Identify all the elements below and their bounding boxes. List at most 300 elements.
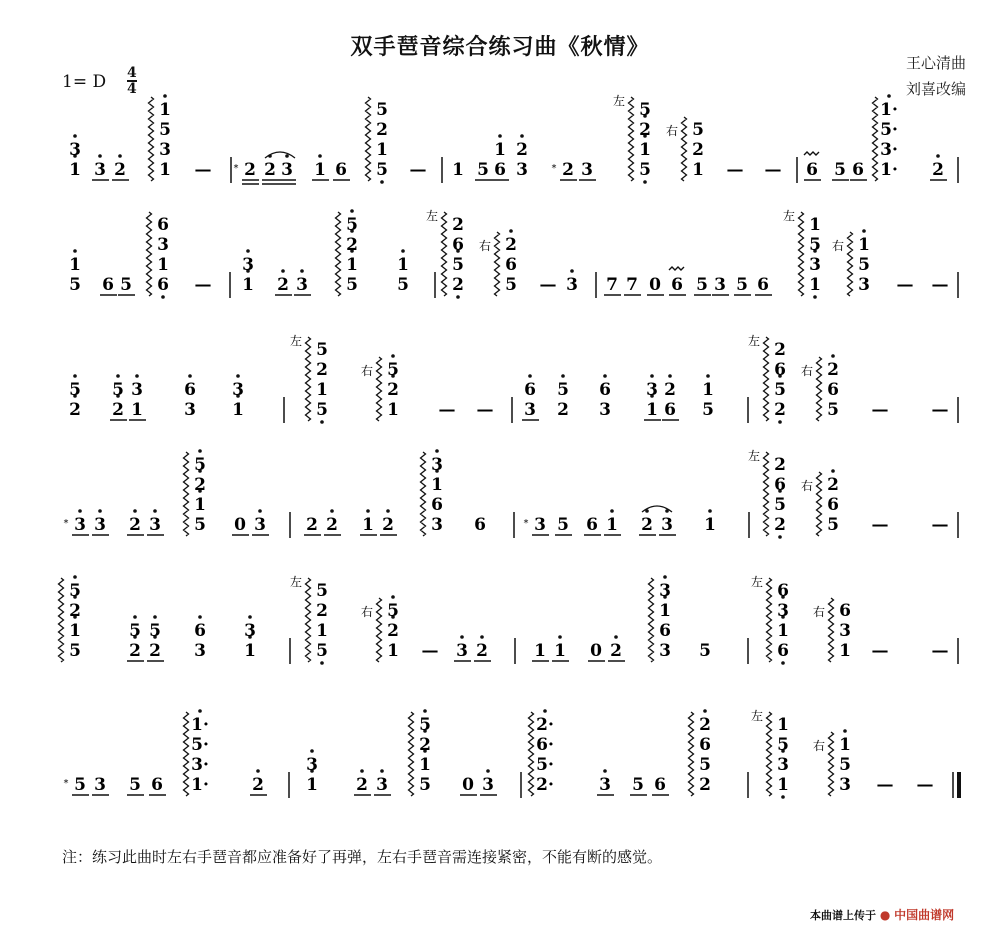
left-hand-label: 左 — [747, 334, 761, 348]
note-digit: 1 — [809, 275, 821, 295]
note-digit: 1 — [69, 160, 81, 180]
chord-digit: 6 — [774, 475, 786, 495]
note-digit: 1 — [704, 515, 716, 535]
octave-dot — [528, 374, 532, 378]
note-digit: 2 — [149, 641, 161, 661]
chord-digit: 1 — [777, 621, 789, 641]
octave-dot — [703, 709, 707, 713]
chord-digit: 2 — [387, 380, 399, 400]
chord-digit: 2 — [699, 715, 711, 735]
note-digit: 2 — [112, 400, 124, 420]
chord-digit: 1 — [194, 495, 206, 515]
arpeggio-mark — [799, 212, 804, 296]
note-digit: 1 — [692, 160, 704, 180]
chord-digit: 6· — [536, 735, 554, 755]
note-digit: 5 — [557, 515, 569, 535]
octave-dot — [778, 420, 782, 424]
chord-digit: 5 — [774, 380, 786, 400]
note-digit: 6 — [335, 160, 347, 180]
arpeggio-mark — [336, 212, 341, 296]
note-digit: 2 — [699, 775, 711, 795]
chord-digit: 1 — [397, 255, 409, 275]
note-digit: 1 — [387, 400, 399, 420]
chord-digit: 5 — [774, 495, 786, 515]
note-digit: 3 — [149, 515, 161, 535]
chord-digit: 3 — [839, 621, 851, 641]
note-digit: 2· — [536, 775, 554, 795]
right-hand-label: 右 — [812, 605, 826, 619]
chord-digit: 3 — [306, 755, 318, 775]
chord-digit: 1 — [346, 255, 358, 275]
chord-digit: 5 — [316, 340, 328, 360]
chord-digit: 3· — [191, 755, 209, 775]
note-digit: 2 — [306, 515, 318, 535]
note-digit: 3 — [184, 400, 196, 420]
note-digit: 6 — [102, 275, 114, 295]
chord-digit: 6 — [599, 380, 611, 400]
chord-digit: 2 — [664, 380, 676, 400]
chord-digit: 1 — [376, 140, 388, 160]
note-digit: — — [871, 515, 889, 535]
note-digit: 5 — [827, 400, 839, 420]
right-hand-label: 右 — [478, 239, 492, 253]
octave-dot — [350, 209, 354, 213]
octave-dot — [423, 709, 427, 713]
chord-digit: 1 — [494, 140, 506, 160]
note-digit: 2 — [326, 515, 338, 535]
note-digit: 2 — [641, 515, 653, 535]
chord-digit: 1 — [858, 235, 870, 255]
octave-dot — [813, 295, 817, 299]
octave-dot — [281, 269, 285, 273]
chord-digit: 5 — [639, 100, 651, 120]
arpeggio-mark — [817, 472, 822, 536]
octave-dot — [153, 509, 157, 513]
chord-digit: 1 — [316, 380, 328, 400]
octave-dot — [318, 154, 322, 158]
chord-digit: 3 — [157, 235, 169, 255]
note-digit: 3 — [599, 775, 611, 795]
note-digit: 2 — [476, 641, 488, 661]
note-digit: 5 — [69, 275, 81, 295]
chord-digit: 5 — [387, 360, 399, 380]
chord-digit: 5 — [346, 215, 358, 235]
chord-digit: 5 — [149, 621, 161, 641]
note-digit: 5 — [699, 641, 711, 661]
note-digit: 6 — [671, 275, 683, 295]
arranger-credit: 刘喜改编 — [905, 80, 966, 98]
key-signature: 1= D — [62, 72, 107, 92]
arpeggio-mark — [767, 578, 772, 662]
chord-digit: 5 — [692, 120, 704, 140]
octave-dot — [614, 635, 618, 639]
right-hand-label: 右 — [800, 479, 814, 493]
octave-dot — [98, 509, 102, 513]
note-digit: 3 — [376, 775, 388, 795]
note-digit: 2 — [129, 641, 141, 661]
left-hand-label: 左 — [750, 709, 764, 723]
note-digit: 5 — [129, 775, 141, 795]
arpeggio-mark — [689, 712, 694, 796]
note-digit: 5 — [346, 275, 358, 295]
note-digit: 3 — [74, 515, 86, 535]
meter-denominator: 4 — [127, 81, 137, 97]
note-digit: 1 — [306, 775, 318, 795]
note-digit: 1 — [131, 400, 143, 420]
chord-digit: 2 — [316, 601, 328, 621]
note-digit: 5 — [419, 775, 431, 795]
site-name: 中国曲谱网 — [894, 908, 955, 922]
ornament-mark — [804, 152, 819, 155]
chord-digit: 1 — [69, 255, 81, 275]
chord-digit: 3 — [777, 755, 789, 775]
chord-digit: 6 — [777, 581, 789, 601]
chord-digit: 1 — [777, 715, 789, 735]
note-digit: 2 — [382, 515, 394, 535]
chord-digit: 6 — [452, 235, 464, 255]
octave-dot — [391, 354, 395, 358]
note-digit: — — [438, 400, 456, 420]
note-digit: 5 — [505, 275, 517, 295]
chord-digit: 2 — [827, 360, 839, 380]
chord-digit: 5 — [858, 255, 870, 275]
chord-digit: 2 — [419, 735, 431, 755]
note-digit: 1 — [387, 641, 399, 661]
left-hand-label: 左 — [782, 209, 796, 223]
chord-digit: 5 — [159, 120, 171, 140]
arpeggio-mark — [649, 578, 654, 662]
note-digit: 6 — [757, 275, 769, 295]
octave-dot — [236, 374, 240, 378]
chord-digit: 5 — [69, 581, 81, 601]
chord-digit: 5 — [777, 735, 789, 755]
footer-text: 本曲谱上传于 — [810, 909, 876, 922]
note-digit: 5 — [120, 275, 132, 295]
chord-digit: 5 — [452, 255, 464, 275]
note-digit: 6 — [777, 641, 789, 661]
note-digit: 3 — [94, 775, 106, 795]
note-digit: 1 — [452, 160, 464, 180]
octave-dot — [650, 374, 654, 378]
octave-dot — [520, 134, 524, 138]
octave-dot — [248, 615, 252, 619]
note-digit: 0 — [462, 775, 474, 795]
octave-dot — [570, 269, 574, 273]
arpeggio-mark — [829, 732, 834, 796]
note-digit: 3 — [661, 515, 673, 535]
note-digit: 1 — [646, 400, 658, 420]
note-digit: 1 — [777, 775, 789, 795]
note-digit: 3 — [482, 775, 494, 795]
octave-dot — [366, 509, 370, 513]
octave-dot — [198, 709, 202, 713]
right-hand-label: 右 — [360, 364, 374, 378]
chord-digit: 1· — [191, 715, 209, 735]
octave-dot — [163, 94, 167, 98]
arpeggio-mark — [442, 212, 447, 296]
note-digit: 2 — [557, 400, 569, 420]
note-digit: 3 — [194, 641, 206, 661]
octave-dot — [98, 154, 102, 158]
note-digit: 2 — [774, 515, 786, 535]
note-digit: 5 — [827, 515, 839, 535]
note-digit: — — [194, 275, 212, 295]
note-digit: 3 — [281, 160, 293, 180]
chord-digit: 2 — [387, 621, 399, 641]
right-hand-label: 右 — [665, 124, 679, 138]
octave-dot — [435, 449, 439, 453]
note-digit: 6 — [654, 775, 666, 795]
octave-dot — [380, 769, 384, 773]
chord-digit: 6 — [431, 495, 443, 515]
octave-dot — [256, 769, 260, 773]
octave-dot — [936, 154, 940, 158]
practice-note: 注：练习此曲时左右手琶音都应准备好了再弹，左右手琶音需连接紧密，不能有断的感觉。 — [62, 848, 663, 866]
note-digit: 6 — [151, 775, 163, 795]
octave-dot — [246, 249, 250, 253]
chord-digit: 1 — [316, 621, 328, 641]
chord-digit: 1 — [839, 735, 851, 755]
chord-digit: 2 — [376, 120, 388, 140]
note-digit: — — [931, 641, 949, 661]
note-digit: 5 — [376, 160, 388, 180]
arpeggio-mark — [629, 97, 634, 181]
note-digit: 6 — [806, 160, 818, 180]
octave-dot — [133, 509, 137, 513]
octave-dot — [778, 535, 782, 539]
chord-digit: 2 — [827, 475, 839, 495]
arpeggio-mark — [409, 712, 414, 796]
octave-dot — [781, 795, 785, 799]
note-digit: — — [726, 160, 744, 180]
note-digit: 5 — [834, 160, 846, 180]
note-digit: 3 — [254, 515, 266, 535]
arpeggio-mark — [764, 337, 769, 421]
right-hand-label: 右 — [800, 364, 814, 378]
grace-mark: * — [233, 163, 239, 174]
chord-digit: 1 — [639, 140, 651, 160]
note-digit: 1· — [880, 160, 898, 180]
chord-digit: 5 — [316, 581, 328, 601]
chord-digit: 3· — [880, 140, 898, 160]
chord-digit: 2 — [692, 140, 704, 160]
note-digit: 3 — [714, 275, 726, 295]
note-digit: 5 — [632, 775, 644, 795]
chord-digit: 6 — [659, 621, 671, 641]
note-digit: 5 — [194, 515, 206, 535]
arpeggio-mark — [421, 452, 426, 536]
chord-digit: 3 — [659, 581, 671, 601]
octave-dot — [73, 249, 77, 253]
left-hand-label: 左 — [289, 334, 303, 348]
left-hand-label: 左 — [425, 209, 439, 223]
chord-digit: 6 — [524, 380, 536, 400]
chord-digit: 5 — [376, 100, 388, 120]
octave-dot — [386, 509, 390, 513]
octave-dot — [360, 769, 364, 773]
octave-dot — [543, 709, 547, 713]
note-digit: 3 — [94, 160, 106, 180]
note-digit: 3 — [431, 515, 443, 535]
chord-digit: 6 — [184, 380, 196, 400]
octave-dot — [161, 295, 165, 299]
octave-dot — [320, 420, 324, 424]
chord-digit: 1 — [419, 755, 431, 775]
arpeggio-mark — [495, 232, 500, 296]
octave-dot — [610, 509, 614, 513]
octave-dot — [116, 374, 120, 378]
composer-credit: 王心清曲 — [905, 54, 966, 72]
note-digit: 2 — [356, 775, 368, 795]
chord-digit: 2 — [316, 360, 328, 380]
meter-numerator: 4 — [127, 65, 137, 81]
chord-digit: 3 — [232, 380, 244, 400]
chord-digit: 6 — [839, 601, 851, 621]
octave-dot — [320, 661, 324, 665]
octave-dot — [843, 729, 847, 733]
left-hand-label: 左 — [750, 575, 764, 589]
note-digit: 5 — [74, 775, 86, 795]
right-hand-label: 右 — [360, 605, 374, 619]
chord-digit: 5 — [839, 755, 851, 775]
octave-dot — [480, 635, 484, 639]
chord-digit: 3 — [809, 255, 821, 275]
grace-mark: * — [551, 163, 557, 174]
note-digit: 1 — [159, 160, 171, 180]
note-digit: — — [764, 160, 782, 180]
note-digit: 2 — [277, 275, 289, 295]
chord-digit: 5· — [880, 120, 898, 140]
arpeggio-mark — [59, 578, 64, 662]
octave-dot — [663, 575, 667, 579]
note-digit: 3 — [296, 275, 308, 295]
note-digit: 0 — [590, 641, 602, 661]
arpeggio-mark — [377, 598, 382, 662]
chord-digit: 3 — [69, 140, 81, 160]
octave-dot — [643, 180, 647, 184]
octave-dot — [668, 374, 672, 378]
arpeggio-mark — [149, 97, 154, 181]
note-digit: — — [931, 275, 949, 295]
note-digit: — — [421, 641, 439, 661]
chord-digit: 6 — [699, 735, 711, 755]
octave-dot — [509, 229, 513, 233]
octave-dot — [78, 509, 82, 513]
octave-dot — [188, 374, 192, 378]
chord-digit: 1 — [431, 475, 443, 495]
note-digit: 3 — [534, 515, 546, 535]
octave-dot — [831, 354, 835, 358]
note-digit: 6 — [474, 515, 486, 535]
note-digit: 1 — [362, 515, 374, 535]
chord-digit: 2· — [536, 715, 554, 735]
note-digit: 7 — [626, 275, 638, 295]
arpeggio-mark — [817, 357, 822, 421]
ornament-mark — [669, 267, 684, 270]
octave-dot — [135, 374, 139, 378]
arpeggio-mark — [848, 232, 853, 296]
note-digit: 2 — [252, 775, 264, 795]
chord-digit: 3 — [646, 380, 658, 400]
left-hand-label: 左 — [289, 575, 303, 589]
chord-digit: 5 — [129, 621, 141, 641]
chord-digit: 2 — [452, 215, 464, 235]
chord-digit: 1 — [157, 255, 169, 275]
chord-digit: 2 — [774, 455, 786, 475]
octave-dot — [300, 269, 304, 273]
note-digit: 2 — [932, 160, 944, 180]
octave-dot — [258, 509, 262, 513]
note-digit: 5 — [736, 275, 748, 295]
octave-dot — [887, 94, 891, 98]
grace-mark: * — [523, 518, 529, 529]
note-digit: — — [931, 400, 949, 420]
chord-digit: 2 — [194, 475, 206, 495]
note-digit: 6 — [664, 400, 676, 420]
note-digit: 2 — [69, 400, 81, 420]
note-digit: 5 — [316, 400, 328, 420]
grace-mark: * — [63, 518, 69, 529]
chord-digit: 5 — [809, 235, 821, 255]
note-digit: 1 — [839, 641, 851, 661]
chord-digit: 3 — [242, 255, 254, 275]
arpeggio-mark — [829, 598, 834, 662]
note-digit: 3 — [581, 160, 593, 180]
chord-digit: 1 — [69, 621, 81, 641]
chord-digit: 6 — [827, 495, 839, 515]
note-digit: — — [476, 400, 494, 420]
note-digit: 5 — [397, 275, 409, 295]
arpeggio-mark — [184, 712, 189, 796]
octave-dot — [73, 575, 77, 579]
chord-digit: 2 — [516, 140, 528, 160]
chord-digit: 6 — [157, 215, 169, 235]
chord-digit: 1 — [702, 380, 714, 400]
note-digit: 3 — [858, 275, 870, 295]
chord-digit: 1 — [809, 215, 821, 235]
left-hand-label: 左 — [747, 449, 761, 463]
chord-digit: 5 — [419, 715, 431, 735]
chord-digit: 1 — [659, 601, 671, 621]
note-digit: 6 — [852, 160, 864, 180]
chord-digit: 6 — [505, 255, 517, 275]
octave-dot — [380, 180, 384, 184]
note-digit: 1· — [191, 775, 209, 795]
chord-digit: 2 — [346, 235, 358, 255]
right-hand-label: 右 — [812, 739, 826, 753]
note-digit: 1 — [534, 641, 546, 661]
page-title: 双手琶音综合练习曲《秋情》 — [350, 34, 650, 60]
octave-dot — [118, 154, 122, 158]
octave-dot — [198, 449, 202, 453]
note-digit: 5 — [639, 160, 651, 180]
chord-digit: 5 — [112, 380, 124, 400]
chord-digit: 6 — [774, 360, 786, 380]
chord-digit: 5 — [387, 601, 399, 621]
chord-digit: 1 — [159, 100, 171, 120]
arpeggio-mark — [184, 452, 189, 536]
chord-digit: 3 — [777, 601, 789, 621]
note-digit: 2 — [562, 160, 574, 180]
note-digit: 2 — [244, 160, 256, 180]
note-digit: 1 — [244, 641, 256, 661]
note-digit: — — [916, 775, 934, 795]
octave-dot — [558, 635, 562, 639]
note-digit: 2 — [264, 160, 276, 180]
arpeggio-mark — [366, 97, 371, 181]
octave-dot — [498, 134, 502, 138]
note-digit: 5 — [69, 641, 81, 661]
